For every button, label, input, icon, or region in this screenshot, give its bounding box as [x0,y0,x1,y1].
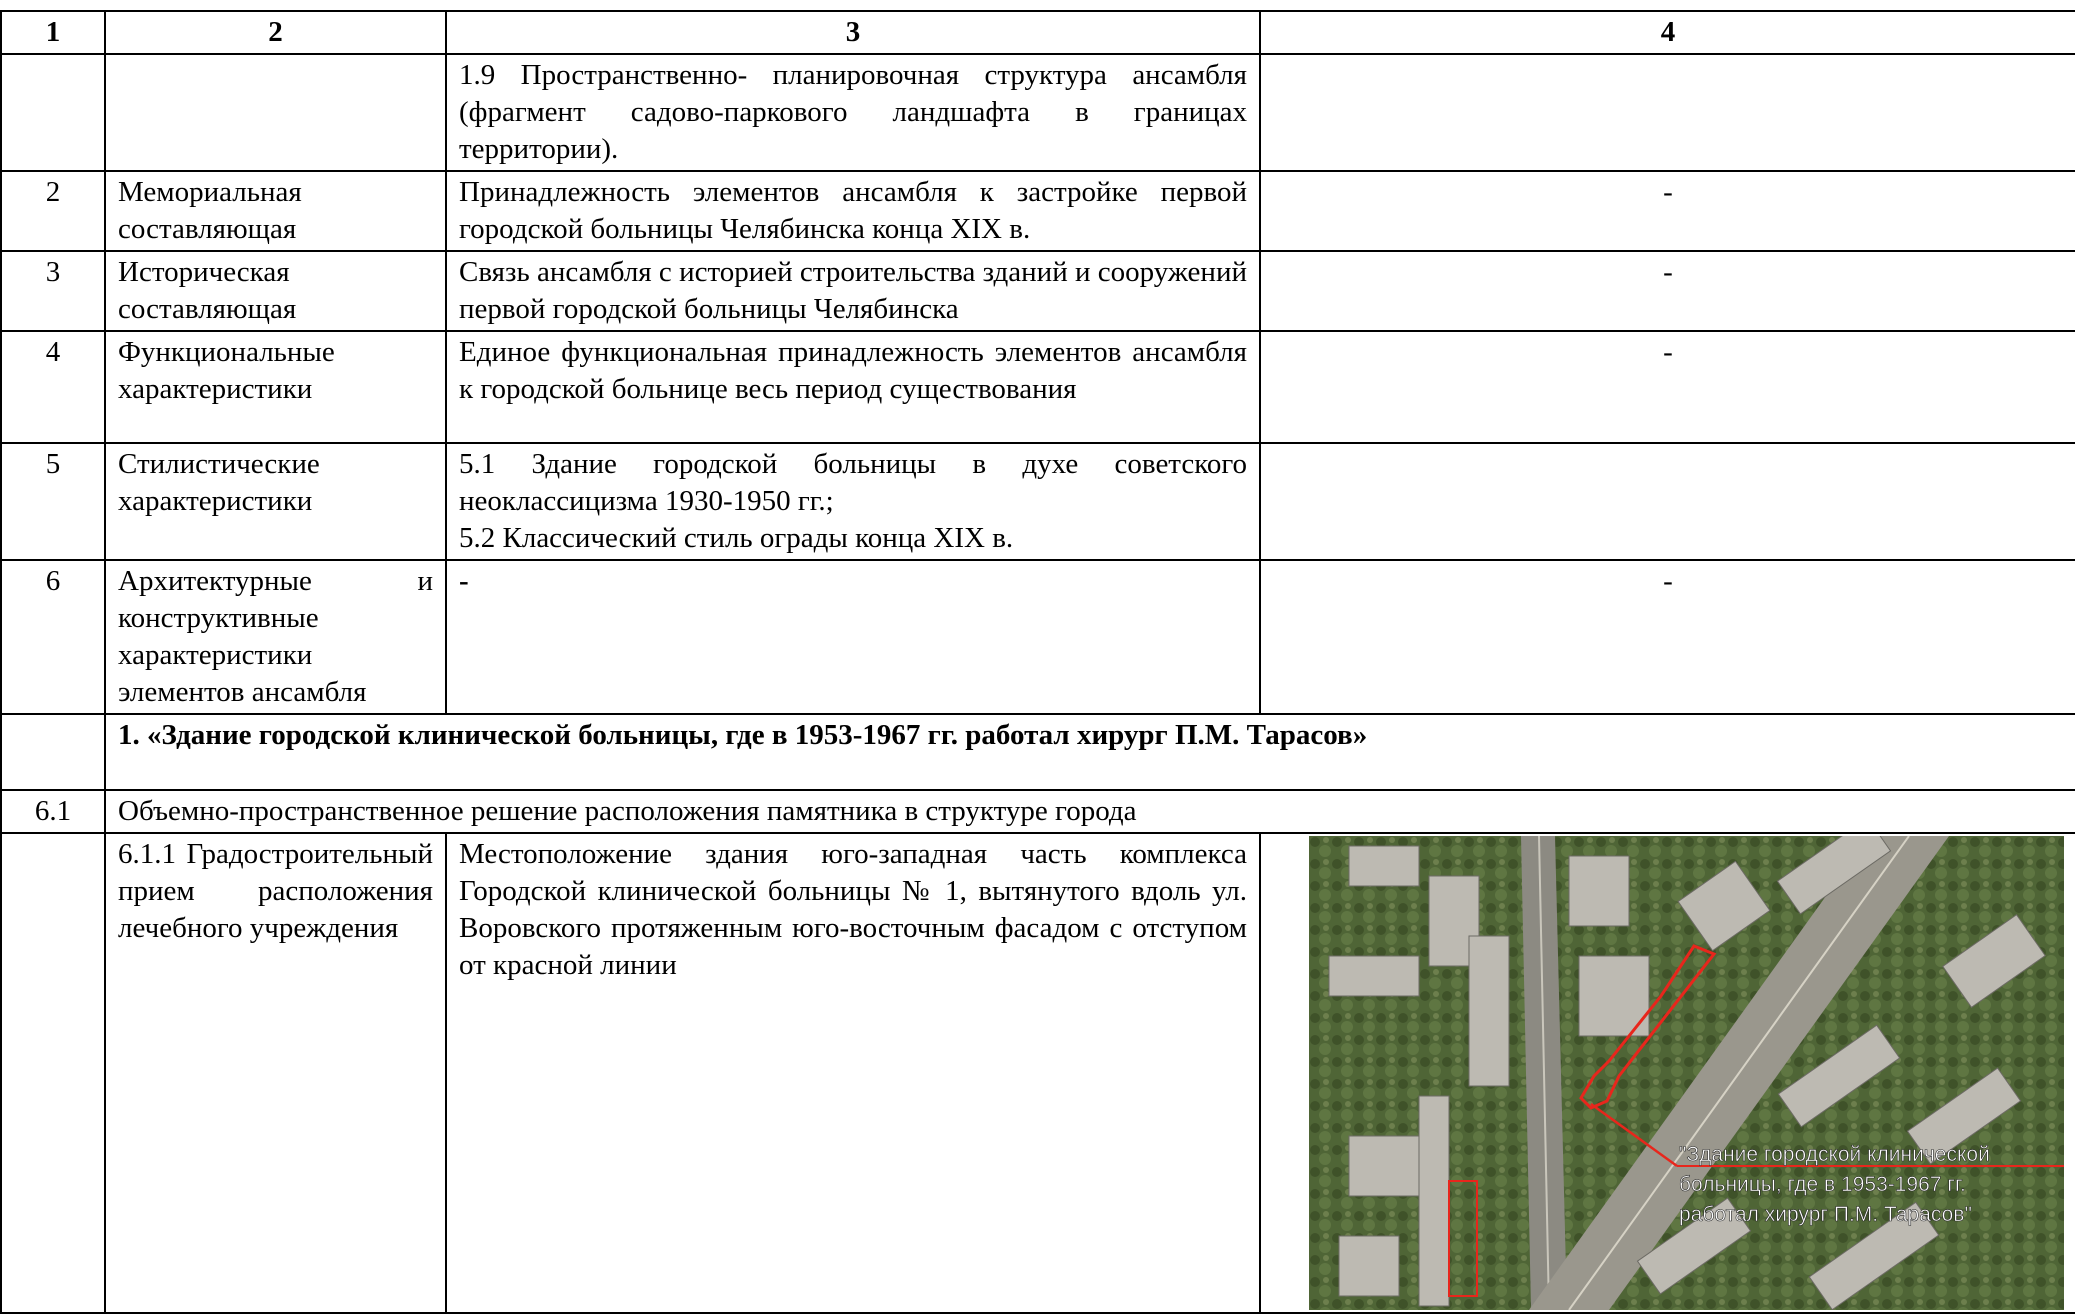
cell-description: Единое функциональная принадлежность элементов ансамбля к городской больнице весь период существования [446,331,1260,443]
row-number: 2 [1,171,105,251]
table-row [1,171,2075,251]
row-number: 6 [1,560,105,714]
cell-dash: - [1260,251,2075,331]
table-row [1,833,2075,1313]
cell-dash: - [1260,331,2075,443]
row-number: 4 [1,331,105,443]
row-name: Функциональные характеристики [105,331,446,443]
row-name: Мемориальная составляющая [105,171,446,251]
row-name: Архитектурные и конструктивные характеристики элементов ансамбля [105,560,446,714]
cell-description: Связь ансамбля с историей строительства зданий и сооружений первой городской больницы Челябинска [446,251,1260,331]
header-col-4: 4 [1260,11,2075,54]
cell-dash: - [446,560,1260,714]
map-cell [1260,833,2075,1313]
section-title: 1. «Здание городской клинической больницы, где в 1953-1967 гг. работал хирург П.М. Тарасов» [105,714,2075,790]
row-name: 6.1.1 Градостроительный прием расположения лечебного учреждения [105,833,446,1313]
svg-text:"Здание городской клинической: "Здание городской клинической [1679,1143,1990,1166]
table-row [1,790,2075,833]
table-row [1,443,2075,560]
row-text: Объемно-пространственное решение расположения памятника в структуре города [105,790,2075,833]
cell-description [446,443,1260,560]
row-number: 5 [1,443,105,560]
table-row [1,560,2075,714]
table-row [1,54,2075,171]
cell-dash: - [1260,560,2075,714]
satellite-map [1309,836,2064,1310]
row-number: 6.1 [1,790,105,833]
svg-text:больницы, где в 1953-1967 гг.: больницы, где в 1953-1967 гг. [1679,1173,1966,1196]
svg-text:работал хирург П.М. Тарасов": работал хирург П.М. Тарасов" [1679,1203,1972,1226]
cell-description: Принадлежность элементов ансамбля к застройке первой городской больницы Челябинска конца XIX в. [446,171,1260,251]
table-row [1,331,2075,443]
header-col-3: 3 [446,11,1260,54]
cell-description: 1.9 Пространственно- планировочная структура ансамбля (фрагмент садово-паркового ландшафта в границах территории). [446,54,1260,171]
section-row [1,714,2075,790]
header-row [1,11,2075,54]
row-name: Стилистические характеристики [105,443,446,560]
header-col-2: 2 [105,11,446,54]
header-col-1: 1 [1,11,105,54]
desc-line-1: 5.1 Здание городской больницы в духе советского неоклассицизма 1930-1950 гг.; [459,448,1247,517]
map-label [1679,1143,1990,1226]
heritage-table [0,10,2075,1314]
cell-description: Местоположение здания юго-западная часть комплекса Городской клинической больницы № 1, вытянутого вдоль ул. Воровского протяженным юго-восточным фасадом с отступом от красной линии [446,833,1260,1313]
row-name: Историческая составляющая [105,251,446,331]
cell-dash: - [1260,171,2075,251]
desc-line-2: 5.2 Классический стиль ограды конца XIX в. [459,522,1014,554]
row-number: 3 [1,251,105,331]
table-row [1,251,2075,331]
